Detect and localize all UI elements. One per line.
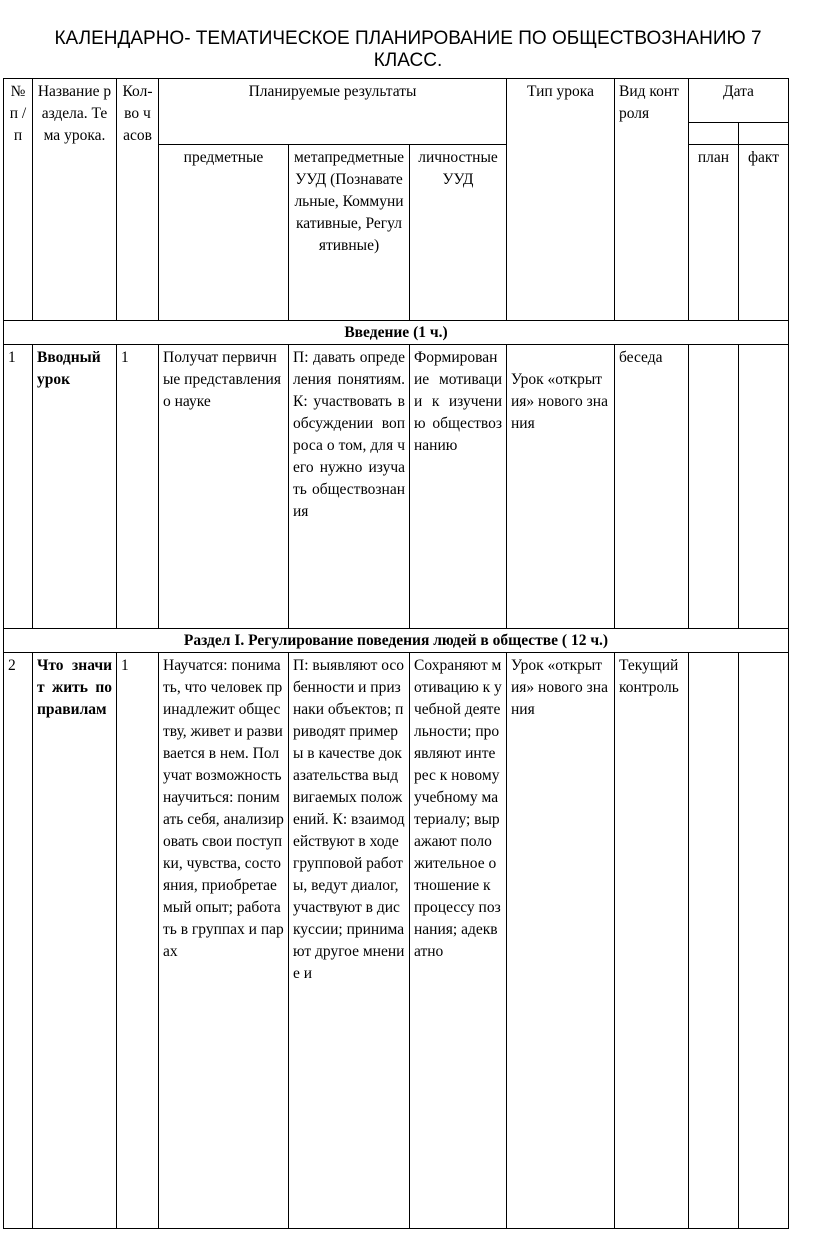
row-fact [739,653,789,1229]
section-row [4,321,789,345]
header-meta: метапредметные УУД (Познавательные, Коммуникативные, Регулятивные) [289,145,410,321]
page-title [0,28,816,72]
row-name: Вводный урок [33,345,117,629]
row-lesson-type: Урок «открытия» нового знания [507,653,615,1229]
header-personal: личностные УУД [410,145,507,321]
row-control: беседа [615,345,689,629]
header-date-empty-fact [739,123,789,145]
header-subject: предметные [159,145,289,321]
title-line-1: КАЛЕНДАРНО- ТЕМАТИЧЕСКОЕ ПЛАНИРОВАНИЕ ПО ОБЩЕСТВОЗНАНИЮ 7 [54,28,762,49]
row-plan [689,653,739,1229]
row-name: Что значит жить по правилам [33,653,117,1229]
row-meta: П: давать определения понятиям. К: участвовать в обсуждении вопроса о том, для чего нужно изучать обществознания [289,345,410,629]
header-fact: факт [739,145,789,321]
row-control: Текущий контроль [615,653,689,1229]
header-date: Дата [689,79,789,123]
header-name: Название раздела. Тема урока. [33,79,117,321]
row-lesson-type: Урок «открытия» нового знания [507,345,615,629]
row-subject: Научатся: понимать, что человек принадлежит обществу, живет и развивается в нем. Получат возможность научиться: понимать себя, анализировать свои поступки, чувства, состояния, приобретаемый опыт; работать в группах и парах [159,653,289,1229]
header-row-1 [4,79,789,123]
header-planned: Планируемые результаты [159,79,507,145]
row-subject: Получат первичные представления о науке [159,345,289,629]
section-row [4,629,789,653]
row-fact [739,345,789,629]
header-num: № п / п [4,79,33,321]
row-plan [689,345,739,629]
section-title: Введение (1 ч.) [4,321,789,345]
table-row [4,653,789,1229]
section-title: Раздел I. Регулирование поведения людей в обществе ( 12 ч.) [4,629,789,653]
row-num: 2 [4,653,33,1229]
row-personal: Сохраняют мотивацию к учебной деятельности; проявляют интерес к новому учебному материалу; выражают положительное отношение к процессу познания; адекватно [410,653,507,1229]
row-count: 1 [117,653,159,1229]
header-lesson-type: Тип урока [507,79,615,321]
header-count: Кол-во часов [117,79,159,321]
row-meta: П: выявляют особенности и признаки объектов; приводят примеры в качестве доказательства выдвигаемых положений. К: взаимодействуют в ходе групповой работы, ведут диалог, участвуют в дискуссии; принимают другое мнение и [289,653,410,1229]
row-num: 1 [4,345,33,629]
row-personal: Формирование мотивации к изучению обществознанию [410,345,507,629]
header-plan: план [689,145,739,321]
row-count: 1 [117,345,159,629]
table-row [4,345,789,629]
header-date-empty-plan [689,123,739,145]
header-control: Вид контроля [615,79,689,321]
planning-table [3,78,789,1229]
title-line-2: КЛАСС. [373,50,443,71]
